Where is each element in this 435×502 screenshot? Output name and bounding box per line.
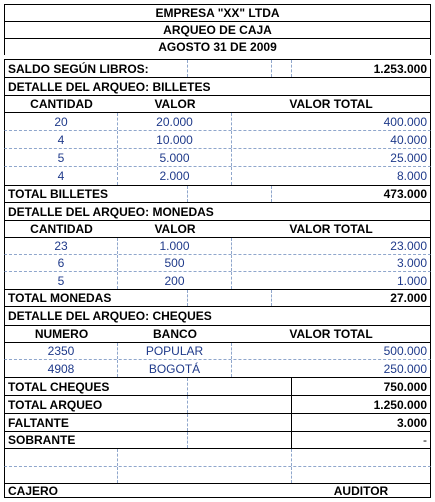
cheques-section-label: DETALLE DEL ARQUEO: CHEQUES: [8, 309, 212, 323]
billetes-row: [4, 113, 431, 131]
monedas-cell-cantidad: 23: [5, 238, 118, 254]
monedas-total-row: [4, 289, 431, 307]
total-arqueo-value: 1.250.000: [373, 397, 427, 412]
cheques-total-value: 750.000: [383, 379, 427, 394]
saldo-row: [4, 59, 431, 78]
signature-row: [4, 483, 431, 498]
monedas-header-valor: VALOR: [154, 222, 196, 236]
billetes-cell-cantidad: 5: [5, 149, 118, 166]
monedas-total-label: TOTAL MONEDAS: [5, 290, 188, 306]
document-title: ARQUEO DE CAJA: [163, 23, 272, 37]
monedas-cell-total: 23.000: [390, 239, 427, 253]
monedas-cell-cantidad: 5: [5, 272, 118, 289]
billetes-total-label: TOTAL BILLETES: [5, 186, 188, 202]
billetes-cell-cantidad: 4: [5, 131, 118, 148]
saldo-spacer-1: [188, 60, 272, 77]
faltante-value: 3.000: [396, 415, 427, 430]
billetes-cell-total: 8.000: [396, 169, 427, 183]
billetes-cell-valor: 2.000: [118, 167, 232, 185]
total-arqueo-row: [4, 395, 431, 413]
cheques-total-row: [4, 377, 431, 395]
auditor-signature-label: AUDITOR: [333, 484, 389, 497]
billetes-header-total: VALOR TOTAL: [289, 97, 373, 111]
faltante-row: [4, 413, 431, 431]
document-date: AGOSTO 31 DE 2009: [158, 40, 277, 54]
faltante-spacer: [188, 414, 292, 431]
cheques-row: [4, 343, 431, 360]
date-row: [4, 38, 431, 55]
monedas-cell-total: 3.000: [396, 256, 427, 270]
cajero-signature-label: CAJERO: [8, 484, 59, 497]
billetes-section-label: DETALLE DEL ARQUEO: BILLETES: [8, 79, 211, 94]
blank-cell: [5, 449, 118, 466]
billetes-total-row: [4, 185, 431, 203]
cheques-cell-banco: BOGOTÁ: [118, 360, 232, 377]
sobrante-value: -: [423, 433, 427, 447]
total-arqueo-label: TOTAL ARQUEO: [5, 396, 188, 413]
monedas-section-row: [4, 203, 431, 220]
saldo-label: SALDO SEGÚN LIBROS:: [5, 60, 188, 77]
blank-row-2: [4, 467, 431, 483]
blank-cell: [5, 467, 118, 483]
billetes-section-row: [4, 78, 431, 95]
monedas-total-spacer: [188, 290, 272, 306]
billetes-cell-valor: 5.000: [118, 149, 232, 166]
cheques-total-spacer: [188, 378, 292, 395]
sobrante-label: SOBRANTE: [5, 432, 188, 448]
billetes-header-valor: VALOR: [154, 97, 196, 111]
faltante-label: FALTANTE: [5, 414, 188, 431]
blank-row-1: [4, 449, 431, 467]
arqueo-de-caja-sheet: [4, 4, 431, 498]
billetes-cell-total: 40.000: [390, 132, 427, 147]
cheques-cell-total: 500.000: [383, 344, 427, 358]
cheques-header-total: VALOR TOTAL: [289, 327, 373, 341]
company-row: [4, 4, 431, 21]
blank-cell: [292, 449, 430, 466]
billetes-cell-total: 400.000: [383, 114, 427, 129]
sobrante-row: [4, 431, 431, 449]
billetes-cell-total: 25.000: [390, 150, 427, 165]
signature-spacer: [188, 484, 292, 497]
billetes-cell-cantidad: 4: [5, 167, 118, 185]
title-row: [4, 21, 431, 38]
monedas-header-total: VALOR TOTAL: [289, 222, 373, 236]
cheques-row: [4, 360, 431, 377]
total-arqueo-spacer: [188, 396, 292, 413]
monedas-cell-valor: 500: [118, 255, 232, 271]
monedas-header-cantidad: CANTIDAD: [30, 222, 93, 236]
billetes-cell-valor: 20.000: [118, 113, 232, 130]
monedas-header-row: [4, 220, 431, 238]
billetes-header-cantidad: CANTIDAD: [30, 97, 93, 111]
billetes-total-spacer: [188, 186, 272, 202]
saldo-value: 1.253.000: [373, 61, 427, 76]
cheques-cell-banco: POPULAR: [118, 343, 232, 359]
cheques-cell-numero: 2350: [5, 343, 118, 359]
billetes-row: [4, 131, 431, 149]
cheques-header-banco: BANCO: [153, 327, 197, 341]
monedas-section-label: DETALLE DEL ARQUEO: MONEDAS: [8, 204, 214, 219]
cheques-header-numero: NUMERO: [34, 327, 89, 341]
monedas-cell-total: 1.000: [396, 273, 427, 288]
cheques-cell-total: 250.000: [383, 361, 427, 376]
billetes-row: [4, 149, 431, 167]
monedas-row: [4, 272, 431, 289]
billetes-total-value: 473.000: [383, 187, 427, 201]
blank-cell: [118, 467, 292, 483]
monedas-row: [4, 238, 431, 255]
cheques-header-row: [4, 325, 431, 343]
blank-cell: [118, 449, 292, 466]
monedas-total-value: 27.000: [390, 291, 427, 305]
cheques-section-row: [4, 307, 431, 325]
monedas-row: [4, 255, 431, 272]
cheques-cell-numero: 4908: [5, 360, 118, 377]
cheques-total-label: TOTAL CHEQUES: [5, 378, 188, 395]
saldo-spacer-2: [272, 60, 292, 77]
sobrante-spacer: [188, 432, 292, 448]
blank-cell: [292, 467, 430, 483]
monedas-cell-cantidad: 6: [5, 255, 118, 271]
billetes-cell-valor: 10.000: [118, 131, 232, 148]
billetes-header-row: [4, 95, 431, 113]
monedas-cell-valor: 1.000: [118, 238, 232, 254]
monedas-cell-valor: 200: [118, 272, 232, 289]
billetes-cell-cantidad: 20: [5, 113, 118, 130]
company-name: EMPRESA "XX" LTDA: [155, 6, 280, 20]
billetes-row: [4, 167, 431, 185]
